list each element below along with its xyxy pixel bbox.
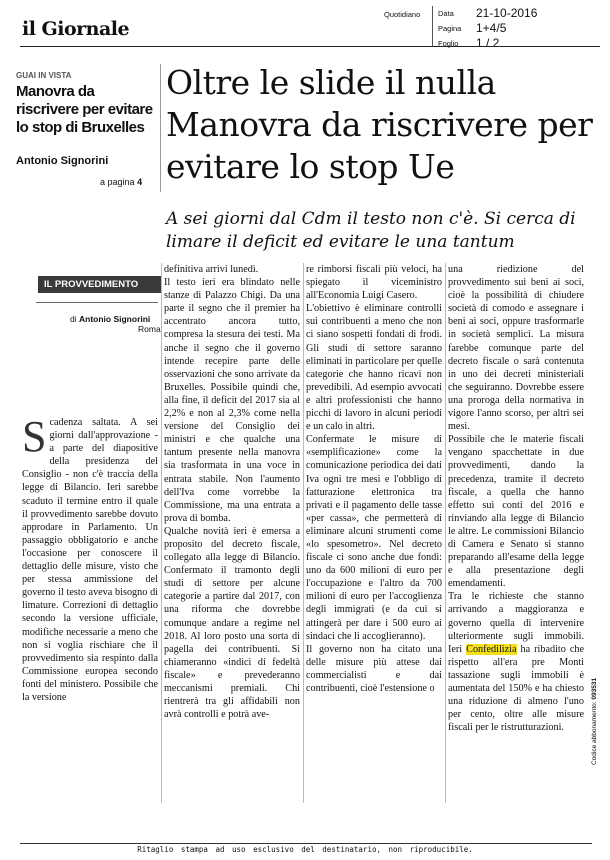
drop-cap: S [22,412,47,461]
article-column-3: re rimborsi fiscali più veloci, ha spiegato il viceministro all'Economia Luigi Casero. L'obiettivo è eliminare controlli sui contribuenti a meno che non ci siano sospetti fondati di frodi. Gli studi di settore saranno eliminati in particolare per quelle categorie che hanno ricavi non prevedibili. Ad esempio avvocati e altri professionisti che hanno picchi di lavoro in alcuni periodi e un calo in altri. Confermate le misure di «semplificazione» come la comunicazione periodica dei dati Iva ogni tre mesi e l'obbligo di fatturazione elettronica tra privati e il pagamento delle tasse «per cassa», che permetterà di eliminare alcuni strumenti come «lo spesometro». Nel decreto fiscale ci sono anche due fondi: uno da 600 milioni di euro per l'occupazione e l'altro da 700 milioni di euro per l'accoglienza degli immigrati (e da cui si attingerà per dare i 500 euro ai sindaci che li accoglieranno). Il governo non ha citato una delle misure più attese dai commercialisti e dai contribuenti, cioè l'estensione o [306,264,442,694]
footer-notice: Ritaglio stampa ad uso esclusivo del destinatario, non riproducibile. [137,845,473,854]
header-rule [20,46,600,47]
meta-sheet-label: Foglio [438,39,459,48]
newspaper-logo: il Giornale [22,18,130,40]
article-city: Roma [138,324,161,334]
article-column-2: definitiva arrivi lunedì. Il testo ieri era blindato nelle stanze di Palazzo Chigi. Da una parte il segno che il premier ha accentrato ancora tutto, compresa la stesura dei testi. Ma anche il segno che il governo intende recepire parte delle osservazioni che sono arrivate da Bruxelles. Possibile quindi che, alla fine, il deficit del 2017 sia al 2,2% e non al 2,3% come nella versione del Consiglio dei ministri e che qualche una tantum presente nella manovra sia trasformata in una voce in entrata stabile. Non l'aumento dell'Iva come vorrebbe la Commissione, ma una entrata a prova di bomba. Qualche novità ieri è emersa a proposito del decreto fiscale, collegato alla legge di Bilancio. Confermato il tramonto degli studi di settore per alcune categorie a partire dal 2017, con una riforma che dovrebbe comunque andare a regime nel 2018. Al loro posto una sorta di pagella dei contribuenti. Si chiameranno «indici di fedeltà fiscale» e prevederanno meccanismi premiali. Chi rientrerà tra gli affidabili non avrà controlli e potrà ave- [164,264,300,721]
meta-page-value: 1+4/5 [476,21,507,35]
byline-author: Antonio Signorini [79,314,151,324]
article-column-1 [22,412,158,704]
section-rule [36,302,158,303]
column-divider [445,263,446,803]
column-divider [303,263,304,803]
column-4-text-a: una riedizione del provvedimento sui beni ai soci, cioè la possibilità di chiudere società di comodo e assegnare i beni ai soci, oppure trasformarle in società semplici. La misura farebbe comunque parte del decreto fiscale o sarà contenuta in uno dei decreti ministeriali che seguiranno. Dovrebbe essere una proroga della normativa in vigore l'anno scorso, per altri sei mesi. Possibile che le materie fiscali vengano spacchettate in due provvedimenti, dando la precedenza, tramite il decreto fiscale, a quella che hanno effetto sui conti del 2016 e rinviando alla legge di Bilancio le altre. Le commissioni Bilancio di Camera e Senato si stanno preparando all'esame della legge e alla presentazione degli emendamenti. Tra le richieste che stanno arrivando a maggioranza e governo quella di intervenire ulteriormente sugli immobili. Ieri [448,264,584,655]
highlighted-term: Confedilizia [466,643,517,655]
code-value: 093531 [591,677,598,700]
column-1-text: cadenza saltata. A sei giorni dall'approvazione - a parte del diapositive della presidenza del Consiglio - non c'è traccia della legge di Bilancio. Ieri sarebbe scaduto il termine entro il quale il provvedimento sarebbe dovuto approdare in Parlamento. Un passaggio obbligatorio e anche l'occasione per conoscere il dettaglio delle misure, visto che per stessa ammissione del governo il testo aveva bisogno di limature. Correzioni di dettaglio secondo la versione ufficiale, modifiche necessarie a meno che non si voglia rischiare che il provvedimento sia respinto dalla Commissione europea secondo fonti del ministero. Possibile che la versione [22,417,158,703]
article-subheadline: A sei giorni dal Cdm il testo non c'è. Si cerca di limare il deficit ed evitare le una tantum [166,209,576,252]
meta-page-label: Pagina [438,24,462,33]
section-label: IL PROVVEDIMENTO [38,276,162,293]
byline-prefix: di [70,314,77,324]
article-headline: Oltre le slide il nulla Manovra da riscrivere per evitare lo stop Ue [166,63,593,186]
footer-rule [20,843,592,844]
teaser-page-ref [100,177,142,187]
article-byline [70,314,150,324]
subscription-code [591,678,598,765]
publication-type: Quotidiano [384,10,421,19]
teaser-page-number: 4 [137,177,143,187]
column-4-text-b: ha ribadito che rispetto all'era pre Monti tassazione sugli immobili è aumentata del 150% e ha chiesto una riduzione di almeno l'uno per cento, oltre alle misure fiscali per le ristrutturazioni. [448,643,584,734]
header-divider [432,6,433,46]
teaser-kicker: GUAI IN VISTA [16,71,72,80]
teaser-divider [160,64,161,192]
article-column-4 [448,263,584,734]
teaser-author: Antonio Signorini [16,155,109,167]
column-divider [161,263,162,803]
code-label: Codice abbonamento: [591,701,598,765]
meta-sheet-value: 1 / 2 [476,36,500,50]
teaser-page-prefix: a pagina [100,177,135,187]
meta-date-label: Data [438,9,454,18]
teaser-title: Manovra da riscrivere per evitare lo stop di Bruxelles [16,83,153,136]
meta-date-value: 21-10-2016 [476,6,538,20]
